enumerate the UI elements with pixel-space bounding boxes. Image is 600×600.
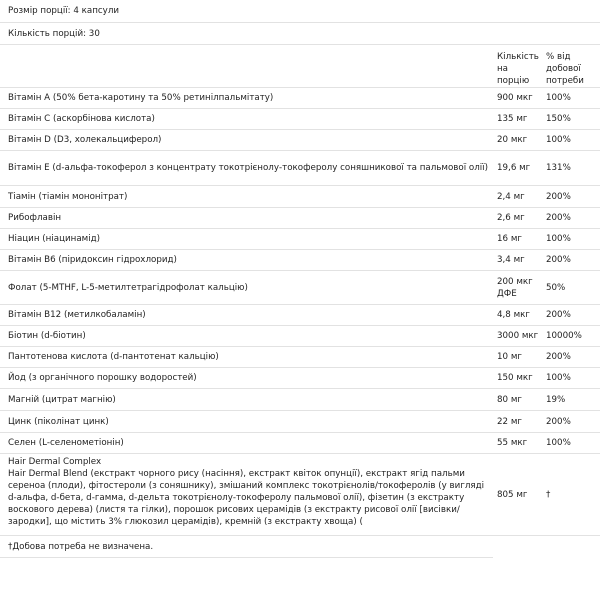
- nutrient-amount: 16 мг: [497, 234, 522, 244]
- nutrient-amount: 3000 мкг: [497, 331, 539, 341]
- nutrient-row: [0, 109, 600, 130]
- nutrient-amount: 22 мг: [497, 416, 522, 427]
- nutrient-dv: 200%: [546, 255, 571, 265]
- nutrient-name: Вітамін A (50% бета-каротину та 50% ретинілпальмітату): [8, 93, 274, 103]
- nutrient-amount: 150 мкг: [497, 373, 533, 383]
- nutrient-dv: 100%: [546, 438, 571, 448]
- nutrient-name: Пантотенова кислота (d-пантотенат кальцію): [8, 352, 219, 362]
- serving-size-text: Розмір порції: 4 капсули: [8, 6, 120, 16]
- blend-description: Hair Dermal Blend (екстракт чорного рису (насіння), екстракт квіток опунції), екстракт ягід пальми сереноа (плоди), фітостероли (з соняшнику), змішаний комплекс токотрієнолів/токоферолів (у вигляді d-альфа, d-бета, d-гамма, d-дельта токотрієнолу-токоферолу пальмової олії), фізетин (з екстракту воскового дерева) (листя та гілки), порошок рисових церамідів (з екстракту рисової олії [висівки/зародки], що містить 3% глюкозил церамідів), кремній (з екстракту хвоща) (: [8, 469, 485, 527]
- nutrient-row: [0, 250, 600, 271]
- nutrient-row: [0, 271, 600, 305]
- nutrient-amount: 2,4 мг: [497, 191, 525, 202]
- nutrient-row: [0, 347, 600, 368]
- nutrient-dv: 200%: [546, 213, 571, 223]
- nutrient-name: Вітамін B6 (піридоксин гідрохлорид): [8, 255, 177, 265]
- nutrient-amount: 10 мг: [497, 352, 522, 362]
- blend-title: Hair Dermal Complex: [8, 457, 102, 467]
- nutrient-row: [0, 208, 600, 229]
- nutrient-name: Біотин (d-біотин): [8, 331, 86, 341]
- nutrient-dv: 200%: [546, 416, 571, 427]
- nutrient-amount: 55 мкг: [497, 438, 528, 448]
- nutrient-amount: 80 мг: [497, 394, 522, 405]
- nutrient-row: [0, 368, 600, 389]
- nutrient-dv: 100%: [546, 373, 571, 383]
- nutrient-row: [0, 326, 600, 347]
- nutrient-name: Ніацин (ніацинамід): [8, 234, 101, 244]
- nutrient-dv: 150%: [546, 114, 571, 124]
- nutrient-dv: 19%: [546, 394, 566, 405]
- nutrient-row: [0, 411, 600, 433]
- blend-text: [0, 454, 490, 528]
- nutrient-name: Вітамін E (d-альфа-токоферол з концентрату токотрієнолу-токоферолу соняшникової та пальмової олії): [8, 163, 488, 173]
- nutrient-amount: 4,8 мкг: [497, 310, 530, 320]
- nutrient-amount: 135 мг: [497, 114, 528, 124]
- nutrient-amount: 900 мкг: [497, 93, 533, 103]
- nutrient-amount: 20 мкг: [497, 135, 528, 145]
- blend-row: [0, 454, 600, 536]
- nutrient-name: Рибофлавін: [8, 213, 62, 223]
- footnote: [0, 536, 493, 558]
- footnote-text: †Добова потреба не визначена.: [8, 541, 154, 552]
- nutrient-name: Вітамін C (аскорбінова кислота): [8, 114, 155, 124]
- nutrient-row: [0, 186, 600, 208]
- nutrient-row: [0, 88, 600, 109]
- nutrient-row: [0, 305, 600, 326]
- nutrient-name: Йод (з органічного порошку водоростей): [8, 373, 197, 383]
- nutrient-amount: 200 мкг ДФЕ: [497, 276, 533, 299]
- serving-size-row: [0, 0, 600, 23]
- nutrient-row: [0, 151, 600, 186]
- nutrient-row: [0, 229, 600, 250]
- nutrient-name: Вітамін D (D3, холекальциферол): [8, 135, 162, 145]
- nutrient-dv: 200%: [546, 352, 571, 362]
- nutrient-row: [0, 389, 600, 411]
- blend-amount: 805 мг: [497, 489, 528, 500]
- nutrient-name: Фолат (5-MTHF, L-5-метилтетрагідрофолат кальцію): [8, 282, 248, 293]
- nutrient-row: [0, 433, 600, 454]
- nutrient-name: Вітамін B12 (метилкобаламін): [8, 310, 146, 320]
- nutrient-dv: 100%: [546, 234, 571, 244]
- nutrient-dv: 10000%: [546, 331, 582, 341]
- nutrient-row: [0, 130, 600, 151]
- blend-dv: †: [546, 489, 551, 500]
- nutrient-amount: 3,4 мг: [497, 255, 525, 265]
- nutrient-dv: 131%: [546, 163, 571, 173]
- nutrient-rows: [0, 88, 600, 454]
- nutrient-name: Цинк (піколінат цинк): [8, 416, 109, 427]
- nutrient-dv: 200%: [546, 191, 571, 202]
- nutrient-name: Селен (L-селенометіонін): [8, 438, 124, 448]
- nutrient-dv: 200%: [546, 310, 571, 320]
- header-amount-label: Кількість на порцію: [497, 52, 539, 86]
- nutrient-name: Магній (цитрат магнію): [8, 394, 116, 405]
- header-dv-label: % від добової потреби: [546, 52, 584, 86]
- nutrient-name: Тіамін (тіамін мононітрат): [8, 191, 128, 202]
- nutrient-dv: 100%: [546, 93, 571, 103]
- nutrient-amount: 2,6 мг: [497, 213, 525, 223]
- servings-count-row: [0, 23, 600, 45]
- table-header-row: [0, 45, 600, 88]
- nutrient-dv: 50%: [546, 282, 566, 293]
- nutrient-amount: 19,6 мг: [497, 163, 531, 173]
- nutrient-dv: 100%: [546, 135, 571, 145]
- servings-count-text: Кількість порцій: 30: [8, 28, 100, 39]
